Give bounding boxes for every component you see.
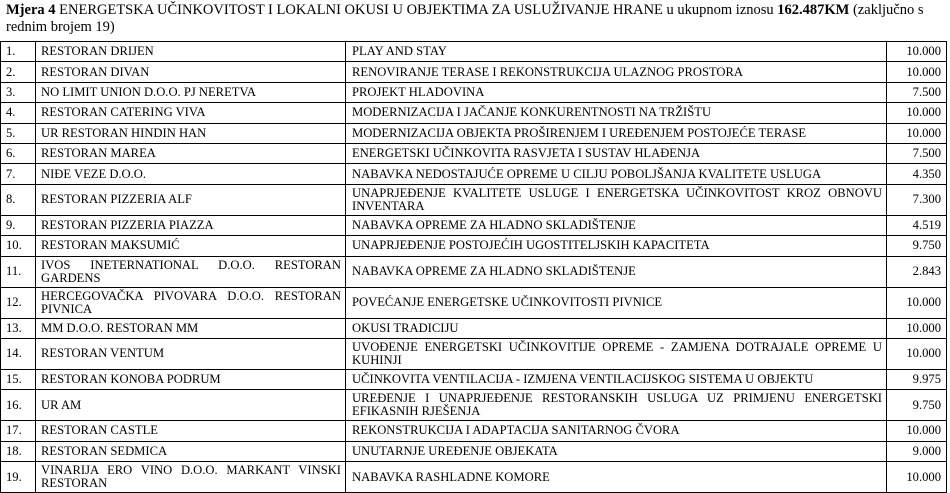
grant-amount: 2.843 — [887, 256, 947, 287]
table-row — [1, 318, 947, 338]
beneficiary-name: RESTORAN MAREA — [36, 143, 346, 163]
beneficiary-name: RESTORAN CASTLE — [36, 421, 346, 441]
row-number: 18. — [1, 441, 36, 461]
project-title: OKUSI TRADICIJU — [346, 318, 887, 338]
row-number: 1. — [1, 42, 36, 62]
grant-amount: 9.750 — [887, 236, 947, 256]
table-row — [1, 143, 947, 163]
table-row — [1, 164, 947, 184]
grant-amount: 10.000 — [887, 338, 947, 369]
project-title: NABAVKA OPREME ZA HLADNO SKLADIŠTENJE — [346, 256, 887, 287]
row-number: 7. — [1, 164, 36, 184]
table-row — [1, 369, 947, 389]
beneficiary-name: RESTORAN DRIJEN — [36, 42, 346, 62]
project-title: UVOĐENJE ENERGETSKI UČINKOVITIJE OPREME - ZAMJENA DOTRAJALE OPREME U KUHINJI — [346, 338, 887, 369]
measure-note: (zaključno s rednim brojem 19) — [6, 2, 924, 35]
table-row — [1, 82, 947, 102]
project-title: UČINKOVITA VENTILACIJA - IZMJENA VENTILACIJSKOG SISTEMA U OBJEKTU — [346, 369, 887, 389]
grant-amount: 7.500 — [887, 82, 947, 102]
measure-title: ENERGETSKA UČINKOVITOST I LOKALNI OKUSI U OBJEKTIMA ZA USLUŽIVANJE HRANE u ukupnom iznosu — [59, 2, 774, 18]
beneficiary-name: UR AM — [36, 390, 346, 421]
project-title: UNAPRJEĐENJE POSTOJEĆIH UGOSTITELJSKIH KAPACITETA — [346, 236, 887, 256]
grant-amount: 10.000 — [887, 123, 947, 143]
table-row — [1, 287, 947, 318]
row-number: 14. — [1, 338, 36, 369]
row-number: 11. — [1, 256, 36, 287]
beneficiary-name: NO LIMIT UNION D.O.O. PJ NERETVA — [36, 82, 346, 102]
grant-amount: 10.000 — [887, 318, 947, 338]
grant-amount: 4.350 — [887, 164, 947, 184]
measure-heading — [6, 2, 944, 36]
project-title: ENERGETSKI UČINKOVITA RASVJETA I SUSTAV HLAĐENJA — [346, 143, 887, 163]
project-title: UNUTARNJE UREĐENJE OBJEKATA — [346, 441, 887, 461]
project-title: PROJEKT HLADOVINA — [346, 82, 887, 102]
project-title: RENOVIRANJE TERASE I REKONSTRUKCIJA ULAZNOG PROSTORA — [346, 62, 887, 82]
grant-amount: 4.519 — [887, 215, 947, 235]
project-title: NABAVKA RASHLADNE KOMORE — [346, 462, 887, 493]
grant-amount: 10.000 — [887, 103, 947, 123]
project-title: NABAVKA NEDOSTAJUĆE OPREME U CILJU POBOLJŠANJA KVALITETE USLUGA — [346, 164, 887, 184]
project-title: MODERNIZACIJA OBJEKTA PROŠIRENJEM I UREĐENJEM POSTOJEĆE TERASE — [346, 123, 887, 143]
row-number: 15. — [1, 369, 36, 389]
grant-amount: 9.750 — [887, 390, 947, 421]
grant-amount: 10.000 — [887, 287, 947, 318]
row-number: 8. — [1, 184, 36, 215]
beneficiary-name: HERCEGOVAČKA PIVOVARA D.O.O. RESTORAN PIVNICA — [36, 287, 346, 318]
table-row — [1, 256, 947, 287]
project-title: UNAPRJEĐENJE KVALITETE USLUGE I ENERGETSKA UČINKOVITOST KROZ OBNOVU INVENTARA — [346, 184, 887, 215]
grant-amount: 7.500 — [887, 143, 947, 163]
table-row — [1, 103, 947, 123]
table-row — [1, 62, 947, 82]
beneficiary-name: RESTORAN CATERING VIVA — [36, 103, 346, 123]
beneficiary-name: VINARIJA ERO VINO D.O.O. MARKANT VINSKI RESTORAN — [36, 462, 346, 493]
table-row — [1, 462, 947, 493]
beneficiary-name: MM D.O.O. RESTORAN MM — [36, 318, 346, 338]
grant-amount: 10.000 — [887, 42, 947, 62]
table-row — [1, 390, 947, 421]
grant-amount: 7.300 — [887, 184, 947, 215]
grant-amount: 10.000 — [887, 421, 947, 441]
beneficiary-name: RESTORAN MAKSUMIĆ — [36, 236, 346, 256]
project-title: NABAVKA OPREME ZA HLADNO SKLADIŠTENJE — [346, 215, 887, 235]
beneficiary-name: RESTORAN SEDMICA — [36, 441, 346, 461]
project-title: MODERNIZACIJA I JAČANJE KONKURENTNOSTI NA TRŽIŠTU — [346, 103, 887, 123]
grant-amount: 10.000 — [887, 462, 947, 493]
measure-total: 162.487KM — [777, 2, 850, 18]
row-number: 19. — [1, 462, 36, 493]
row-number: 3. — [1, 82, 36, 102]
table-row — [1, 42, 947, 62]
beneficiary-name: UR RESTORAN HINDIN HAN — [36, 123, 346, 143]
measure-number: Mjera 4 — [6, 2, 56, 18]
grant-amount: 10.000 — [887, 62, 947, 82]
table-row — [1, 441, 947, 461]
table-row — [1, 338, 947, 369]
row-number: 9. — [1, 215, 36, 235]
grant-amount: 9.975 — [887, 369, 947, 389]
grant-amount: 9.000 — [887, 441, 947, 461]
row-number: 2. — [1, 62, 36, 82]
project-title: POVEĆANJE ENERGETSKE UČINKOVITOSTI PIVNICE — [346, 287, 887, 318]
row-number: 6. — [1, 143, 36, 163]
beneficiary-name: NIĐE VEZE D.O.O. — [36, 164, 346, 184]
table-row — [1, 215, 947, 235]
grants-table — [0, 41, 947, 493]
project-title: REKONSTRUKCIJA I ADAPTACIJA SANITARNOG ČVORA — [346, 421, 887, 441]
row-number: 16. — [1, 390, 36, 421]
table-row — [1, 236, 947, 256]
table-row — [1, 184, 947, 215]
row-number: 5. — [1, 123, 36, 143]
row-number: 12. — [1, 287, 36, 318]
table-row — [1, 421, 947, 441]
beneficiary-name: RESTORAN PIZZERIA ALF — [36, 184, 346, 215]
row-number: 10. — [1, 236, 36, 256]
row-number: 4. — [1, 103, 36, 123]
row-number: 13. — [1, 318, 36, 338]
table-row — [1, 123, 947, 143]
project-title: PLAY AND STAY — [346, 42, 887, 62]
beneficiary-name: RESTORAN VENTUM — [36, 338, 346, 369]
project-title: UREĐENJE I UNAPRJEĐENJE RESTORANSKIH USLUGA UZ PRIMJENU ENERGETSKI EFIKASNIH RJEŠENJA — [346, 390, 887, 421]
beneficiary-name: RESTORAN KONOBA PODRUM — [36, 369, 346, 389]
beneficiary-name: IVOS INETERNATIONAL D.O.O. RESTORAN GARDENS — [36, 256, 346, 287]
beneficiary-name: RESTORAN PIZZERIA PIAZZA — [36, 215, 346, 235]
beneficiary-name: RESTORAN DIVAN — [36, 62, 346, 82]
row-number: 17. — [1, 421, 36, 441]
